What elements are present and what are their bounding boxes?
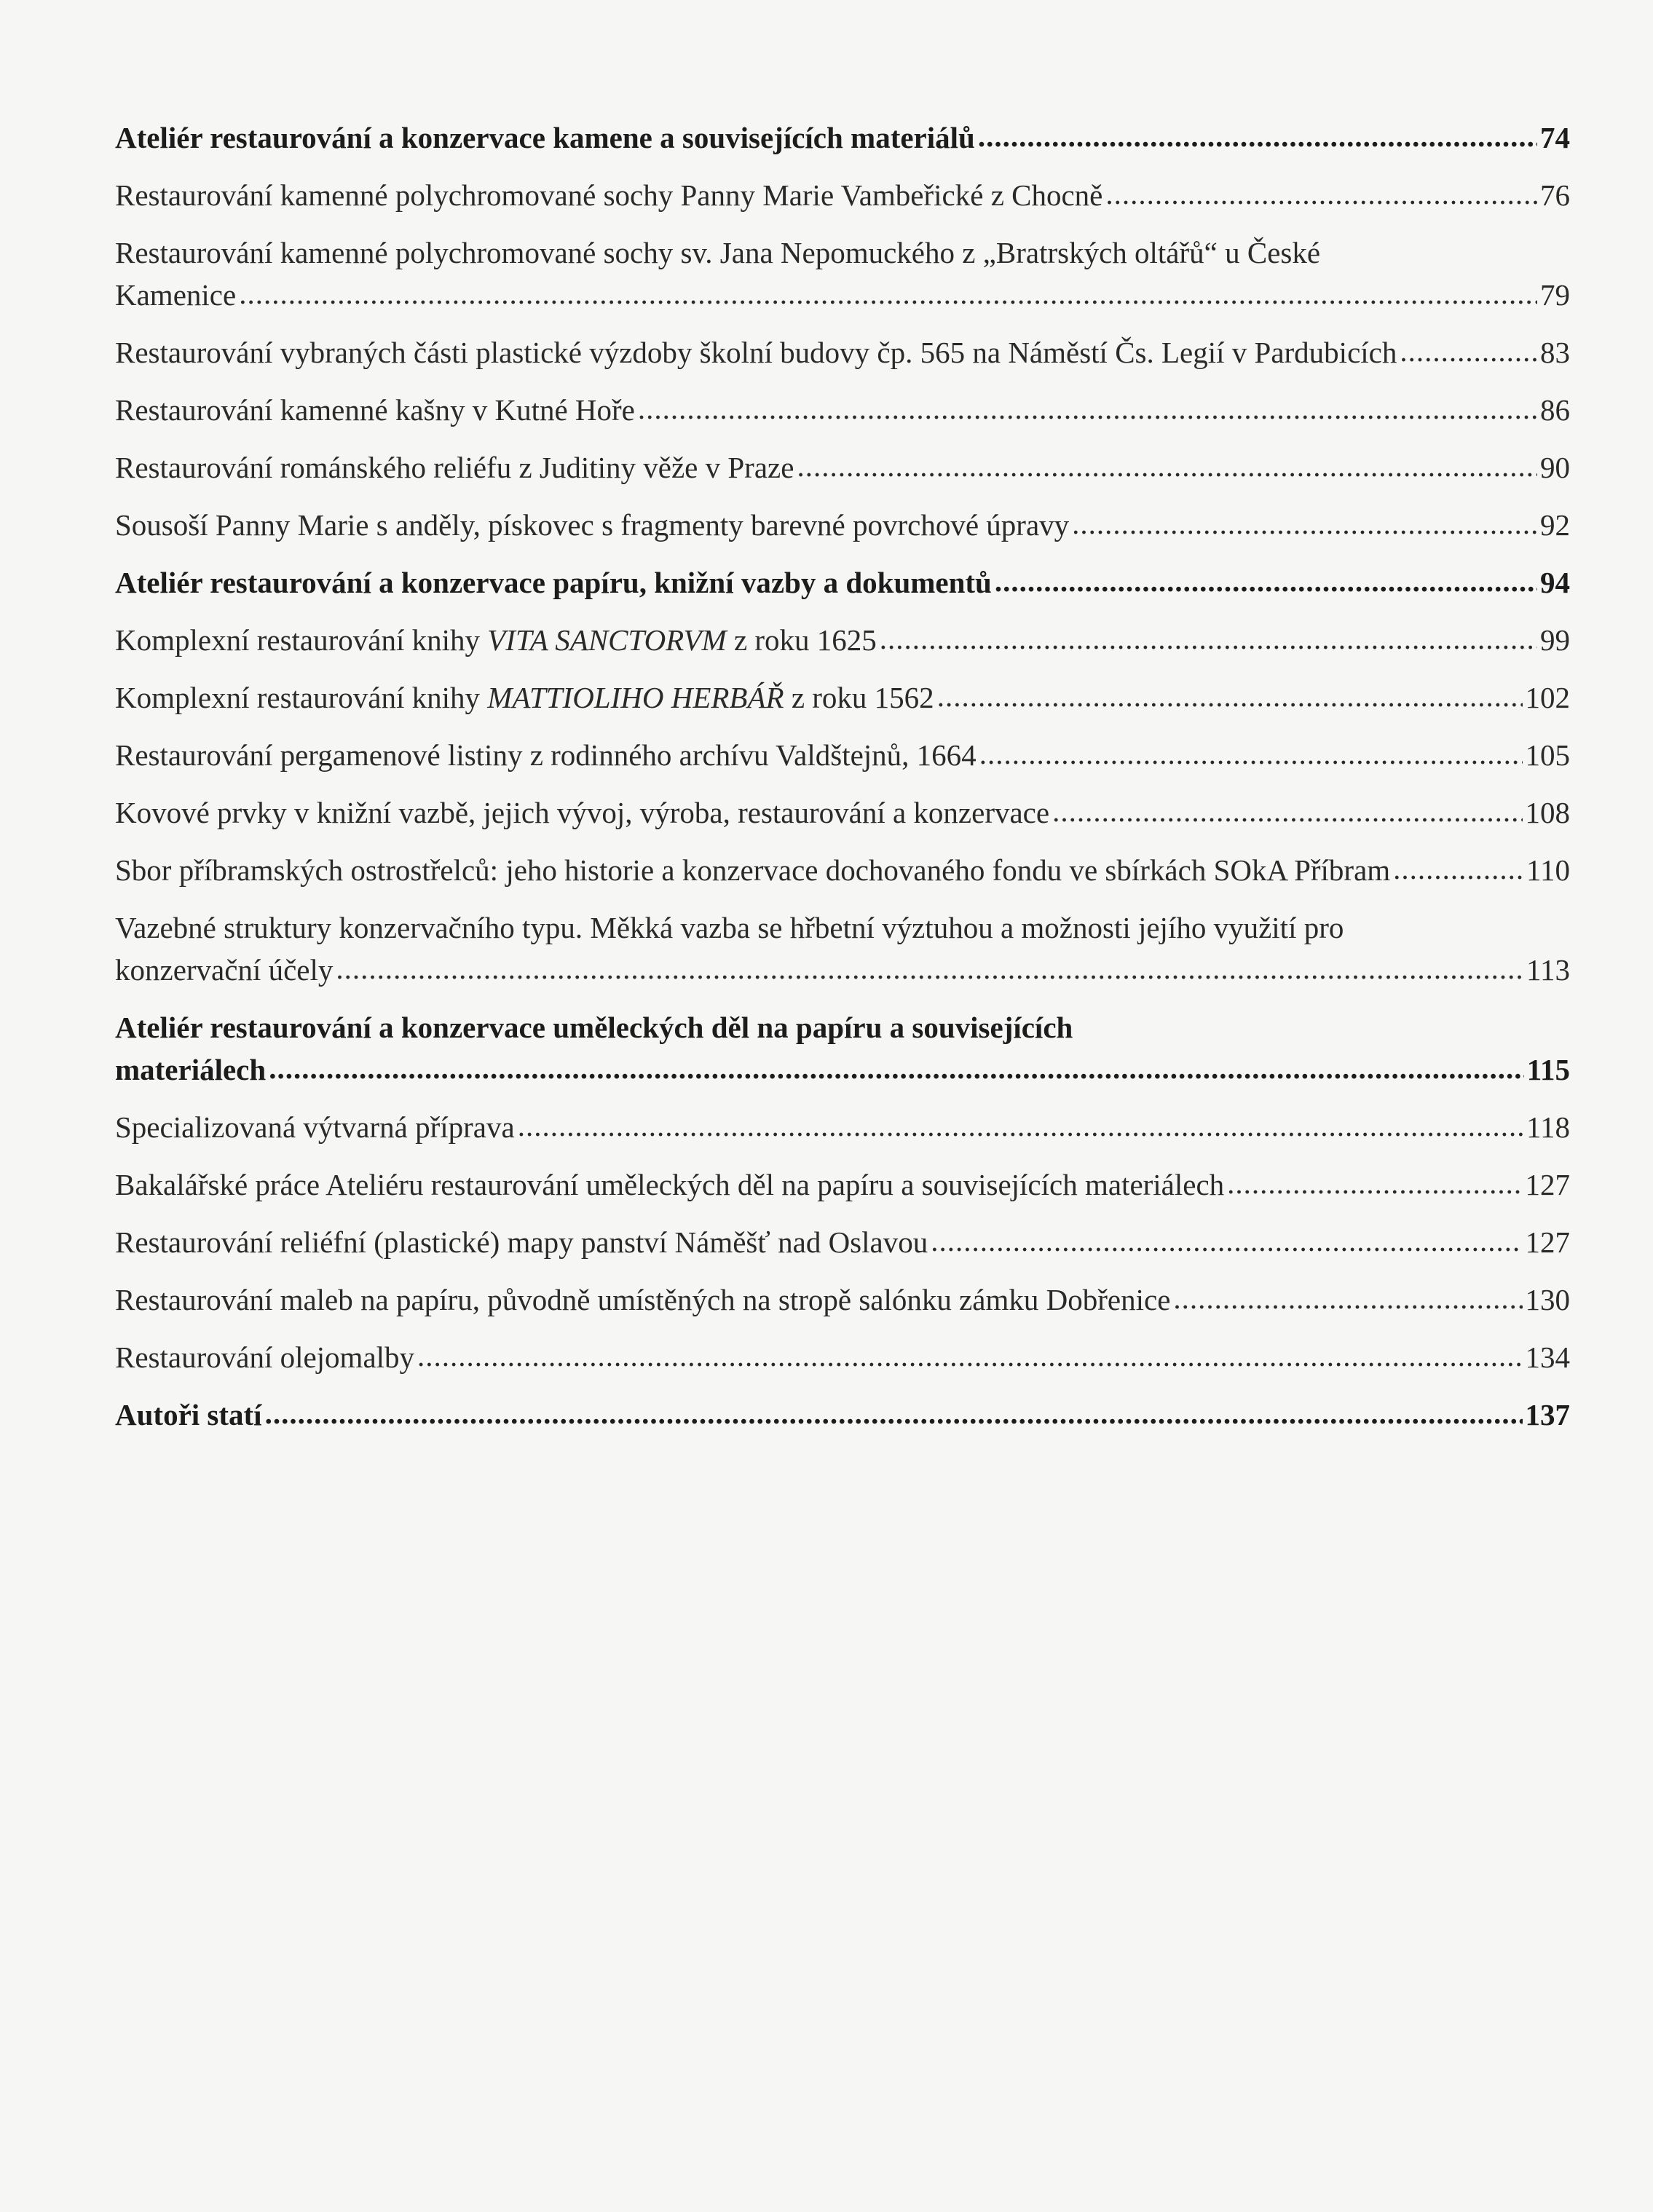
page-number: 115 (1526, 1053, 1570, 1086)
book-title: MATTIOLIHO HERBÁŘ (487, 681, 784, 714)
page-number: 108 (1525, 796, 1570, 829)
toc-entry (115, 174, 1570, 216)
page-number: 74 (1540, 121, 1570, 154)
toc-entry-title (115, 949, 333, 991)
toc-entry-title-line: Restaurování kamenné polychromované sochy sv. Jana Nepomuckého z „Bratrských oltářů“ u České (115, 236, 1321, 269)
toc-entry-title-text: Restaurování maleb na papíru, původně umístěných na stropě salónku zámku Dobřenice (115, 1283, 1171, 1316)
toc-entry-title-suffix: z roku 1625 (733, 623, 877, 657)
toc-entry-title-text: Restaurování kamenné kašny v Kutné Hoře (115, 393, 635, 427)
toc-entry-title (115, 1394, 262, 1436)
toc-entry-line (115, 561, 1570, 604)
toc-entry (115, 1336, 1570, 1378)
dot-leader (797, 445, 1537, 487)
toc-entry-title (115, 561, 992, 604)
toc-entry-title-text: Ateliér restaurování a konzervace papíru, knižní vazby a dokumentů (115, 566, 992, 599)
toc-entry-title (115, 389, 635, 431)
dot-leader (979, 732, 1523, 775)
toc-entry-line (115, 504, 1570, 546)
page-number: 110 (1526, 853, 1570, 887)
toc-entry-title-line: Vazebné struktury konzervačního typu. Měkká vazba se hřbetní výztuhou a možnosti jejího využití pro (115, 911, 1344, 944)
toc-entry-title (115, 676, 934, 719)
toc-entry-title-text: Autoři statí (115, 1398, 262, 1431)
toc-entry-line (115, 1394, 1570, 1436)
toc-entry-title-suffix: z roku 1562 (791, 681, 934, 714)
toc-entry-title (115, 331, 1397, 374)
toc-entry-line (115, 1279, 1570, 1321)
toc-entry-title-text: materiálech (115, 1053, 267, 1086)
page-number: 105 (1525, 738, 1570, 772)
toc-entry-title (115, 116, 975, 159)
toc-entry-title-text: Ateliér restaurování a konzervace kamene a souvisejících materiálů (115, 121, 975, 154)
toc-entry-line (115, 116, 1570, 159)
toc-entry (115, 619, 1570, 661)
page-number: 113 (1526, 953, 1570, 987)
page-number: 102 (1525, 681, 1570, 714)
toc-entry-title-text: Sbor příbramských ostrostřelců: jeho historie a konzervace dochovaného fondu ve sbírkách SOkA Příbram (115, 853, 1391, 887)
toc-entry-line (115, 174, 1570, 216)
toc-entry-line (115, 1336, 1570, 1378)
toc-entry-title-text: konzervační účely (115, 953, 334, 987)
book-title: VITA SANCTORVM (487, 623, 727, 657)
page-number: 83 (1540, 336, 1570, 369)
page-number: 94 (1540, 566, 1570, 599)
toc-entry (115, 1394, 1570, 1436)
toc-entry-line (115, 331, 1570, 374)
toc-entry (115, 1221, 1570, 1263)
toc-entry-title-text: Komplexní restaurování knihy (115, 623, 481, 657)
toc-entry (115, 561, 1570, 604)
page-number: 137 (1525, 1398, 1570, 1431)
toc-entry-line (115, 791, 1570, 834)
toc-entry-line (115, 1106, 1570, 1148)
toc-entry-title (115, 1336, 414, 1378)
page-number: 127 (1525, 1225, 1570, 1259)
dot-leader (1400, 330, 1537, 372)
toc-entry (115, 791, 1570, 834)
toc-entry-title (115, 1106, 515, 1148)
page-number: 79 (1540, 278, 1570, 312)
toc-entry-title-text: Restaurování vybraných části plastické výzdoby školní budovy čp. 565 na Náměstí Čs. Legií v Pardubicích (115, 336, 1397, 369)
page-number: 134 (1525, 1340, 1570, 1374)
toc-entry-line (115, 1048, 1570, 1091)
dot-leader (1052, 790, 1522, 832)
page-number: 118 (1526, 1110, 1570, 1144)
toc-entry-title-text: Restaurování románského reliéfu z Juditiny věže v Praze (115, 451, 794, 484)
page-number: 127 (1525, 1168, 1570, 1201)
dot-leader (417, 1335, 1522, 1377)
toc-entry-title (115, 1164, 1224, 1206)
toc-entry-title-text: Restaurování olejomalby (115, 1340, 415, 1374)
toc-entry (115, 734, 1570, 776)
toc-entry (115, 389, 1570, 431)
toc-entry-title (115, 619, 877, 661)
toc-entry (115, 906, 1570, 991)
page-number: 92 (1540, 508, 1570, 542)
toc-entry-title-text: Restaurování pergamenové listiny z rodinného archívu Valdštejnů, 1664 (115, 738, 977, 772)
toc-entry (115, 232, 1570, 316)
toc-entry (115, 331, 1570, 374)
toc-entry-title (115, 504, 1069, 546)
toc-entry-line (115, 389, 1570, 431)
page-number: 76 (1540, 178, 1570, 212)
toc-entry-line (115, 1221, 1570, 1263)
toc-entry-line (115, 734, 1570, 776)
toc-entry (115, 1006, 1570, 1091)
dot-leader (239, 272, 1537, 315)
dot-leader (937, 675, 1523, 717)
dot-leader (880, 617, 1537, 660)
toc-entry-title-text: Specializovaná výtvarná příprava (115, 1110, 515, 1144)
page-number: 99 (1540, 623, 1570, 657)
toc-entry-title (115, 1221, 928, 1263)
table-of-contents (115, 116, 1570, 1451)
dot-leader (978, 115, 1537, 157)
toc-entry-title-line: Ateliér restaurování a konzervace uměleckých děl na papíru a souvisejících (115, 1011, 1073, 1044)
toc-entry-line (115, 1164, 1570, 1206)
toc-entry-title-text: Restaurování kamenné polychromované sochy Panny Marie Vambeřické z Chocně (115, 178, 1103, 212)
toc-entry-line (115, 446, 1570, 489)
toc-entry-line (115, 619, 1570, 661)
toc-entry-title-text: Restaurování reliéfní (plastické) mapy panství Náměšť nad Oslavou (115, 1225, 928, 1259)
dot-leader (1173, 1277, 1522, 1319)
toc-entry-title (115, 174, 1102, 216)
toc-entry (115, 446, 1570, 489)
toc-entry-title (115, 274, 236, 316)
dot-leader (265, 1392, 1523, 1434)
toc-entry-title-text: Kamenice (115, 278, 237, 312)
dot-leader (1105, 173, 1537, 215)
toc-entry (115, 1279, 1570, 1321)
dot-leader (931, 1220, 1522, 1262)
toc-entry-title (115, 734, 977, 776)
dot-leader (336, 947, 1523, 990)
toc-entry-title (115, 1048, 266, 1091)
toc-entry (115, 676, 1570, 719)
toc-entry-line (115, 949, 1570, 991)
toc-entry (115, 116, 1570, 159)
toc-entry-title-text: Sousoší Panny Marie s anděly, pískovec s fragmenty barevné povrchové úpravy (115, 508, 1070, 542)
toc-entry-title (115, 1279, 1170, 1321)
toc-entry-title (115, 849, 1390, 891)
toc-entry-line (115, 274, 1570, 316)
dot-leader (1393, 848, 1523, 890)
dot-leader (1072, 502, 1537, 545)
toc-entry (115, 504, 1570, 546)
page-number: 86 (1540, 393, 1570, 427)
toc-entry-line (115, 849, 1570, 891)
page-number: 130 (1525, 1283, 1570, 1316)
dot-leader (518, 1105, 1523, 1147)
toc-entry (115, 1164, 1570, 1206)
page-number: 90 (1540, 451, 1570, 484)
toc-entry-line (115, 676, 1570, 719)
toc-entry (115, 1106, 1570, 1148)
toc-entry-title (115, 446, 794, 489)
toc-entry-title-text: Bakalářské práce Ateliéru restaurování uměleckých děl na papíru a souvisejících materiálech (115, 1168, 1225, 1201)
dot-leader (269, 1047, 1524, 1089)
toc-entry-title (115, 791, 1049, 834)
toc-entry (115, 849, 1570, 891)
dot-leader (1227, 1162, 1522, 1204)
toc-entry-title-text: Komplexní restaurování knihy (115, 681, 481, 714)
dot-leader (638, 387, 1537, 430)
dot-leader (995, 560, 1537, 602)
toc-entry-title-text: Kovové prvky v knižní vazbě, jejich vývoj, výroba, restaurování a konzervace (115, 796, 1050, 829)
